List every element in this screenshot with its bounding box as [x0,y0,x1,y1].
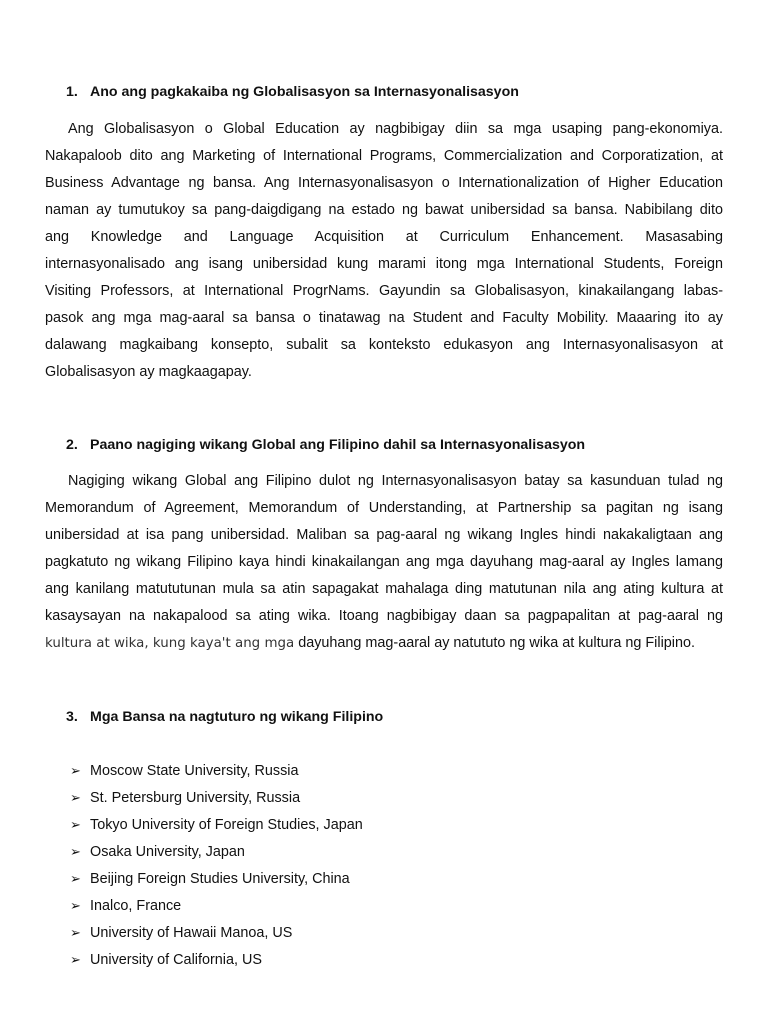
arrow-bullet-icon: ➢ [70,790,81,805]
paragraph-line-alt-segment: kultura at wika, kung kaya't ang mga [45,636,295,651]
list-item [70,838,363,865]
paragraph-line: Ang Globalisasyon o Global Education ay nagbibigay diin sa mga usaping pang-ekonomiya. [68,121,723,137]
arrow-bullet-icon: ➢ [70,898,81,913]
list-item-label: University of California, US [90,952,262,968]
list-item-label: Osaka University, Japan [90,844,245,860]
paragraph-line: pasok ang mga mag-aaral sa bansa o tinatawag na Student and Faculty Mobility. Maaaring ito ay [45,310,723,326]
list-item-label: Tokyo University of Foreign Studies, Japan [90,817,363,833]
list-item [70,784,363,811]
section-3-title: Mga Bansa na nagtuturo ng wikang Filipino [90,709,384,725]
paragraph-line: dalawang magkaibang konsepto, subalit sa konteksto edukasyon ang Internasyonalisasyon at [45,337,723,353]
list-item-label: St. Petersburg University, Russia [90,790,301,806]
section-2-title: Paano nagiging wikang Global ang Filipino dahil sa Internasyonalisasyon [90,437,586,453]
section-2-number: 2. [66,437,78,453]
paragraph-line: Business Advantage ng bansa. Ang Internasyonalisasyon o Internationalization of Higher Education [45,175,723,191]
paragraph-line: Memorandum of Agreement, Memorandum of Understanding, at Partnership sa pagitan ng isang [45,500,723,516]
section-2-heading [66,436,585,454]
section-1-heading [66,83,519,101]
paragraph-line: naman ay tumutukoy sa pang-daigdigang na estado ng bawat unibersidad sa bansa. Nabibilang dito [45,202,723,218]
paragraph-line: internasyonalisado ang isang unibersidad kung marami itong mga International Students, Foreign [45,256,723,272]
paragraph-line: pagkatuto ng wikang Filipino kaya hindi kinakailangan ang mga dayuhang mag-aaral ay Ingles lamang [45,554,723,570]
list-item-label: Inalco, France [90,898,182,914]
paragraph-line: Nakapaloob dito ang Marketing of International Programs, Commercialization and Corporatization, at [45,148,723,164]
paragraph-line: Nagiging wikang Global ang Filipino dulot ng Internasyonalisasyon batay sa kasunduan tulad ng [68,473,723,489]
paragraph-line: unibersidad at isa pang unibersidad. Maliban sa pag-aaral ng wikang Ingles hindi nakakaligtaan ang [45,527,723,543]
section-1-title: Ano ang pagkakaiba ng Globalisasyon sa Internasyonalisasyon [90,84,519,100]
list-item [70,865,363,892]
section-2-paragraph [45,468,723,657]
list-item [70,757,363,784]
list-item-label: Moscow State University, Russia [90,763,299,779]
paragraph-line-segment: dayuhang mag-aaral ay natututo ng wika at kultura ng Filipino. [294,635,695,651]
list-item-label: Beijing Foreign Studies University, China [90,871,350,887]
list-item-label: University of Hawaii Manoa, US [90,925,293,941]
arrow-bullet-icon: ➢ [70,952,81,967]
paragraph-last-line [45,630,723,657]
arrow-bullet-icon: ➢ [70,763,81,778]
paragraph-line: Globalisasyon ay magkaagapay. [45,364,252,380]
university-list [70,757,363,973]
section-1-paragraph [45,116,723,386]
list-item [70,946,363,973]
list-item [70,811,363,838]
paragraph-line: kasaysayan na nakapalood sa ating wika. Itoang nagbibigay daan sa pagpapalitan at pag-aaral ng [45,608,723,624]
arrow-bullet-icon: ➢ [70,925,81,940]
section-1-number: 1. [66,84,78,100]
paragraph-line: ang Knowledge and Language Acquisition at Curriculum Enhancement. Masasabing [45,229,723,245]
section-3-heading [66,708,383,726]
paragraph-line: ang kanilang matututunan mula sa atin sapagakat mahalaga ding matutunan nila ang ating kultura at [45,581,723,597]
list-item [70,892,363,919]
list-item [70,919,363,946]
section-3-number: 3. [66,709,78,725]
arrow-bullet-icon: ➢ [70,844,81,859]
arrow-bullet-icon: ➢ [70,871,81,886]
paragraph-line: Visiting Professors, at International ProgrNams. Gayundin sa Globalisasyon, kinakailangang labas- [45,283,723,299]
arrow-bullet-icon: ➢ [70,817,81,832]
